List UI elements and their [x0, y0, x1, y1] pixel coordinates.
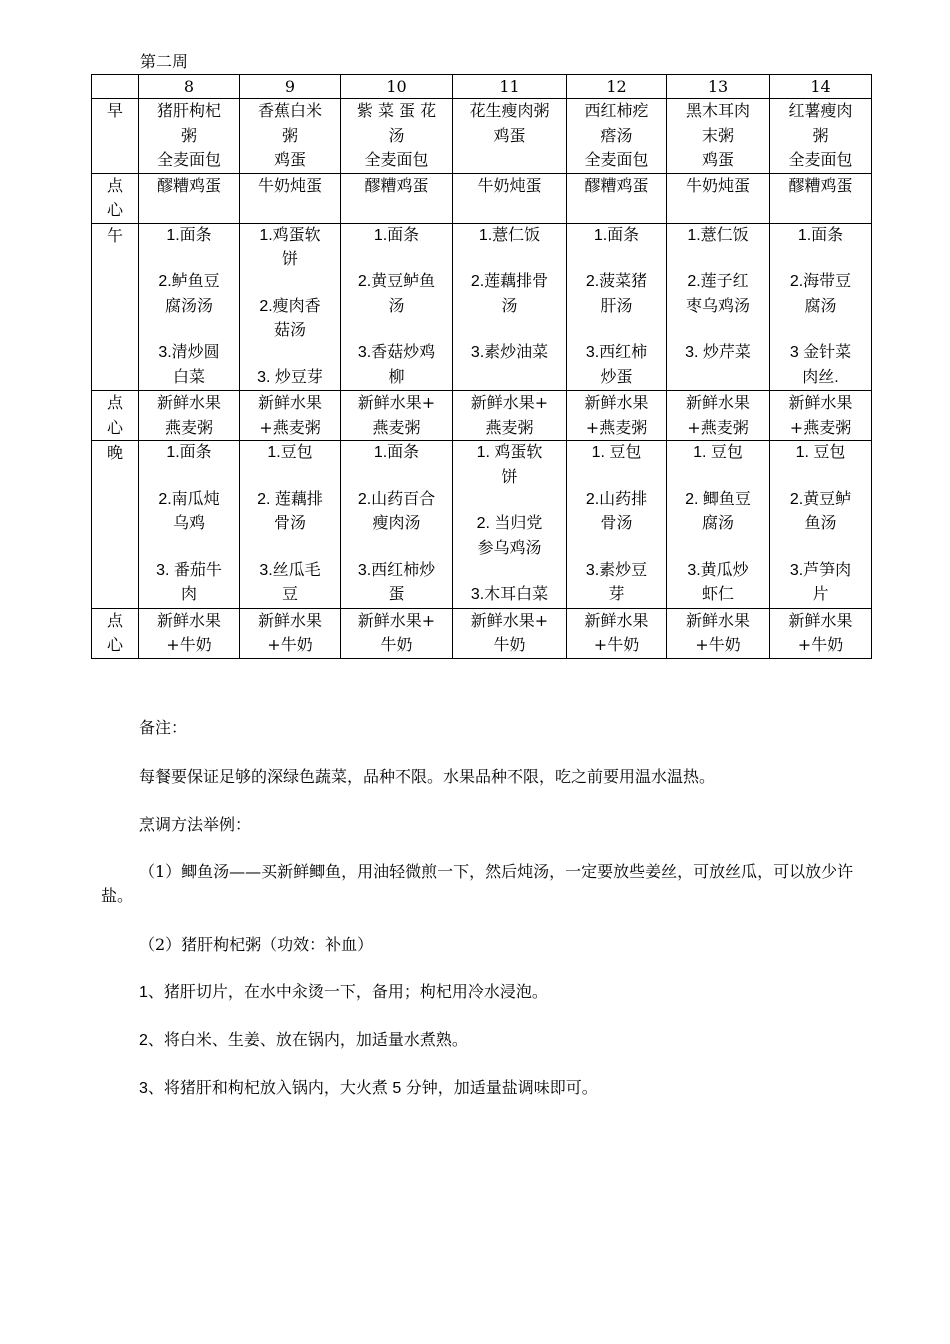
- dish-line: 1.面条: [797, 226, 844, 244]
- menu-cell-snack1-day-13: 牛奶炖蛋: [667, 173, 770, 223]
- menu-cell-dinner-day-11: [453, 441, 567, 609]
- meal-label-line: 心: [106, 417, 123, 437]
- notes-paragraph-3: （1）鲫鱼汤——买新鲜鲫鱼，用油轻微煎一下，然后炖汤，一定要放些姜丝，可放丝瓜，可以放少许盐。: [101, 862, 854, 905]
- notes-paragraph-2: 烹调方法举例：: [139, 815, 252, 834]
- menu-cell-breakfast-day-12: [567, 99, 667, 174]
- dish-line: 1. 豆包: [795, 444, 846, 461]
- dish-line: 1.面条: [166, 444, 212, 461]
- cell-line: 新鲜水果: [257, 393, 322, 412]
- cell-line: 新鲜水果: [257, 610, 322, 630]
- dish-line: 腐汤: [701, 515, 734, 532]
- row-snack3: [92, 608, 872, 658]
- cell-line: 新鲜水果: [788, 393, 853, 412]
- dish-gap: [670, 537, 766, 559]
- cell-line: 鸡蛋: [701, 150, 734, 169]
- row-lunch: [92, 223, 872, 391]
- dish-line: 3.素炒豆: [585, 561, 648, 579]
- dish-line: 2.黄豆鲈: [789, 490, 852, 508]
- dish-line: 1.面条: [593, 226, 640, 244]
- menu-cell-breakfast-day-10: [341, 99, 453, 174]
- menu-cell-snack2-day-9: [240, 391, 341, 441]
- meal-label-breakfast: [92, 99, 139, 174]
- header-row: [92, 75, 872, 99]
- cell-line: +燕麦粥: [259, 417, 321, 437]
- dish-line: 1.面条: [373, 226, 420, 244]
- day-header-13: 13: [667, 75, 770, 99]
- dish-gap: [773, 248, 868, 270]
- meal-label-line: 心: [106, 200, 123, 219]
- meal-label-snack3: [92, 608, 139, 658]
- menu-cell-snack1-day-9: 牛奶炖蛋: [240, 173, 341, 223]
- dish-line: 1. 豆包: [591, 444, 642, 461]
- cell-line: 鸡蛋: [493, 125, 526, 145]
- menu-cell-breakfast-day-13: [667, 99, 770, 174]
- meal-label-snack2: [92, 391, 139, 441]
- dish-line: 瘦肉汤: [372, 515, 421, 532]
- notes-paragraph-7: 3、将猪肝和枸杞放入锅内，大火煮 5 分钟，加适量盐调味即可。: [139, 1080, 598, 1097]
- dish-line: 3.清炒圆: [158, 344, 220, 361]
- cell-line: 香蕉白米: [257, 101, 322, 120]
- menu-cell-snack2-day-12: [567, 391, 667, 441]
- dish-line: 1. 鸡蛋软: [476, 444, 543, 461]
- cell-line: 全麦面包: [364, 150, 429, 169]
- meal-label-dinner: [92, 441, 139, 609]
- dish-line: 豆: [281, 586, 298, 603]
- day-header-12: 12: [567, 75, 667, 99]
- menu-cell-snack1-day-12: 醪糟鸡蛋: [567, 173, 667, 223]
- meal-label-line: 点: [106, 610, 123, 630]
- dish-gap: [142, 248, 236, 270]
- dish-gap: [773, 319, 868, 341]
- dish-line: 1.豆包: [267, 444, 313, 461]
- cell-line: 全麦面包: [788, 150, 853, 169]
- dish-line: 2.海带豆: [789, 273, 852, 290]
- menu-cell-snack3-day-13: [667, 608, 770, 658]
- dish-line: 1.薏仁饭: [687, 226, 749, 244]
- menu-cell-breakfast-day-8: [139, 99, 240, 174]
- cell-line: +燕麦粥: [687, 417, 749, 437]
- menu-cell-dinner-day-13: [667, 441, 770, 609]
- dish-line: 1.鸡蛋软: [259, 226, 321, 244]
- cell-line: 全麦面包: [584, 150, 649, 169]
- day-header-8: 8: [139, 75, 240, 99]
- dish-line: 3.丝瓜毛: [259, 561, 321, 579]
- dish-line: 3. 番茄牛: [156, 561, 222, 579]
- dish-line: 3 金针菜: [789, 344, 852, 361]
- menu-cell-snack2-day-14: [770, 391, 872, 441]
- dish-line: 3.素炒油菜: [470, 344, 549, 361]
- menu-cell-snack1-day-8: 醪糟鸡蛋: [139, 173, 240, 223]
- cell-line: 新鲜水果: [788, 610, 853, 630]
- cell-line: +燕麦粥: [585, 417, 648, 437]
- dish-line: 1.面条: [373, 444, 420, 461]
- menu-cell-lunch-day-14: [770, 223, 872, 391]
- cell-line: 末粥: [701, 125, 734, 145]
- cell-line: +牛奶: [166, 635, 212, 654]
- dish-gap: [773, 537, 868, 559]
- menu-cell-snack1-day-14: 醪糟鸡蛋: [770, 173, 872, 223]
- cell-line: 新鲜水果: [584, 393, 649, 412]
- cell-line: 全麦面包: [156, 150, 221, 169]
- dish-line: 菇汤: [273, 322, 306, 339]
- dish-line: 2.山药排: [585, 490, 648, 508]
- cell-line: 紫 菜 蛋 花: [356, 101, 437, 120]
- dish-line: 3.香菇炒鸡: [357, 344, 436, 361]
- row-breakfast: [92, 99, 872, 174]
- meal-label-line: 点: [106, 393, 123, 412]
- meal-label-line: 晚: [106, 443, 123, 462]
- cell-line: 燕麦粥: [164, 417, 213, 437]
- dish-gap: [456, 248, 563, 270]
- meal-label-line: 午: [106, 225, 123, 245]
- dish-gap: [456, 319, 563, 341]
- cell-line: 猪肝枸杞: [156, 101, 221, 120]
- dish-line: 2.莲子红: [687, 273, 749, 290]
- cell-line: +牛奶: [267, 635, 313, 654]
- cell-line: 牛奶: [380, 635, 413, 654]
- cell-line: 燕麦粥: [372, 417, 421, 437]
- cell-line: +牛奶: [797, 635, 844, 654]
- dish-gap: [456, 490, 563, 512]
- dish-gap: [670, 466, 766, 488]
- cell-line: 花生瘦肉粥: [469, 101, 550, 120]
- cell-line: 新鲜水果+: [470, 610, 549, 630]
- notes-label: 备注：: [139, 718, 188, 737]
- menu-cell-snack2-day-11: [453, 391, 567, 441]
- menu-cell-breakfast-day-11: [453, 99, 567, 174]
- dish-line: 2. 鲫鱼豆: [685, 490, 751, 508]
- dish-line: 蛋: [388, 586, 405, 603]
- cell-line: 西红柿疙: [584, 101, 649, 120]
- dish-line: 虾仁: [701, 586, 734, 603]
- dish-gap: [344, 537, 449, 559]
- dish-line: 乌鸡: [172, 515, 205, 532]
- menu-cell-dinner-day-14: [770, 441, 872, 609]
- cell-line: 新鲜水果+: [470, 393, 549, 412]
- dish-line: 柳: [388, 368, 405, 386]
- notes-paragraph-5: 1、猪肝切片，在水中汆烫一下，备用；枸杞用冷水浸泡。: [139, 984, 548, 1001]
- meal-label-line: 点: [106, 175, 123, 195]
- dish-line: 腐汤汤: [164, 297, 213, 315]
- menu-cell-lunch-day-10: [341, 223, 453, 391]
- dish-line: 汤: [388, 297, 405, 315]
- notes-paragraph-4: （2）猪肝枸杞粥（功效：补血）: [139, 935, 374, 954]
- dish-line: 2.南瓜炖: [158, 490, 220, 508]
- dish-gap: [670, 248, 766, 270]
- week-title: 第二周: [140, 52, 189, 71]
- meal-label-snack1: [92, 173, 139, 223]
- dish-gap: [670, 319, 766, 341]
- menu-cell-lunch-day-13: [667, 223, 770, 391]
- dish-line: 汤: [501, 297, 518, 315]
- menu-cell-snack1-day-10: 醪糟鸡蛋: [341, 173, 453, 223]
- menu-cell-snack1-day-11: 牛奶炖蛋: [453, 173, 567, 223]
- menu-cell-lunch-day-11: [453, 223, 567, 391]
- dish-line: 3.西红柿: [585, 344, 648, 361]
- cell-line: 新鲜水果+: [357, 393, 436, 412]
- menu-cell-dinner-day-10: [341, 441, 453, 609]
- meal-plan-table: [91, 74, 872, 659]
- dish-line: 肉: [180, 586, 197, 603]
- meal-label-lunch: [92, 223, 139, 391]
- dish-gap: [142, 319, 236, 341]
- menu-cell-snack2-day-13: [667, 391, 770, 441]
- menu-cell-lunch-day-9: [240, 223, 341, 391]
- cell-line: 汤: [388, 125, 405, 145]
- menu-cell-snack3-day-14: [770, 608, 872, 658]
- dish-line: 芽: [608, 586, 625, 603]
- day-header-9: 9: [240, 75, 341, 99]
- dish-line: 鱼汤: [804, 515, 837, 532]
- cell-line: 红薯瘦肉: [788, 101, 853, 120]
- menu-cell-snack3-day-12: [567, 608, 667, 658]
- dish-line: 骨汤: [273, 515, 306, 532]
- menu-cell-snack3-day-8: [139, 608, 240, 658]
- dish-line: 1.薏仁饭: [478, 226, 541, 244]
- dish-gap: [570, 466, 663, 488]
- dish-line: 2.莲藕排骨: [470, 273, 549, 290]
- cell-line: +燕麦粥: [789, 417, 852, 437]
- cell-line: 瘩汤: [600, 125, 633, 145]
- dish-line: 2. 当归党: [476, 515, 543, 532]
- dish-line: 3.黄瓜炒: [687, 561, 749, 579]
- dish-line: 3.芦笋肉: [789, 561, 852, 579]
- dish-line: 2.黄豆鲈鱼: [357, 273, 436, 290]
- menu-cell-snack2-day-8: [139, 391, 240, 441]
- dish-line: 饼: [281, 251, 298, 268]
- dish-gap: [243, 537, 337, 559]
- cell-line: 新鲜水果+: [357, 610, 436, 630]
- dish-gap: [773, 466, 868, 488]
- menu-cell-lunch-day-8: [139, 223, 240, 391]
- dish-gap: [142, 537, 236, 559]
- cell-line: 粥: [180, 125, 197, 145]
- dish-line: 2.瘦肉香: [259, 297, 321, 315]
- menu-cell-breakfast-day-9: [240, 99, 341, 174]
- cell-line: 新鲜水果: [685, 393, 750, 412]
- dish-gap: [243, 273, 337, 295]
- dish-line: 炒蛋: [600, 368, 633, 386]
- dish-gap: [243, 466, 337, 488]
- dish-gap: [243, 344, 337, 366]
- cell-line: 牛奶: [493, 635, 526, 654]
- cell-line: 黑木耳肉: [685, 101, 750, 120]
- cell-line: 新鲜水果: [156, 393, 221, 412]
- menu-cell-dinner-day-9: [240, 441, 341, 609]
- menu-cell-breakfast-day-14: [770, 99, 872, 174]
- menu-cell-dinner-day-12: [567, 441, 667, 609]
- day-header-14: 14: [770, 75, 872, 99]
- corner-cell: [92, 75, 139, 99]
- cell-line: 粥: [281, 125, 298, 145]
- dish-line: 3. 炒豆芽: [257, 368, 323, 386]
- row-snack1: [92, 173, 872, 223]
- dish-line: 1.面条: [166, 226, 212, 244]
- dish-line: 2.鲈鱼豆: [158, 273, 220, 290]
- dish-line: 腐汤: [804, 297, 837, 315]
- cell-line: +牛奶: [593, 635, 640, 654]
- dish-line: 肝汤: [600, 297, 633, 315]
- dish-line: 3.西红柿炒: [357, 561, 436, 579]
- dish-gap: [456, 561, 563, 583]
- dish-line: 2. 莲藕排: [257, 490, 323, 508]
- dish-gap: [344, 319, 449, 341]
- dish-line: 1. 豆包: [693, 444, 743, 461]
- day-header-10: 10: [341, 75, 453, 99]
- dish-line: 3.木耳白菜: [470, 586, 549, 603]
- meal-label-line: 早: [106, 101, 123, 120]
- menu-cell-lunch-day-12: [567, 223, 667, 391]
- dish-line: 3. 炒芹菜: [685, 344, 751, 361]
- dish-line: 骨汤: [600, 515, 633, 532]
- cell-line: 鸡蛋: [273, 150, 306, 169]
- dish-line: 参乌鸡汤: [477, 539, 542, 557]
- notes-paragraph-6: 2、将白米、生姜、放在锅内，加适量水煮熟。: [139, 1032, 468, 1049]
- dish-gap: [570, 248, 663, 270]
- notes-paragraph-1: 每餐要保证足够的深绿色蔬菜，品种不限。水果品种不限，吃之前要用温水温热。: [139, 767, 716, 786]
- notes-section: [101, 716, 871, 1101]
- cell-line: 新鲜水果: [156, 610, 221, 630]
- menu-cell-snack3-day-11: [453, 608, 567, 658]
- dish-gap: [344, 466, 449, 488]
- cell-line: +牛奶: [695, 635, 741, 654]
- menu-cell-dinner-day-8: [139, 441, 240, 609]
- menu-cell-snack2-day-10: [341, 391, 453, 441]
- dish-line: 2.菠菜猪: [585, 273, 648, 290]
- dish-line: 片: [812, 586, 829, 603]
- dish-line: 枣乌鸡汤: [685, 297, 750, 315]
- cell-line: 粥: [812, 125, 829, 145]
- menu-cell-snack3-day-10: [341, 608, 453, 658]
- dish-gap: [570, 319, 663, 341]
- dish-gap: [344, 248, 449, 270]
- dish-line: 肉丝.: [802, 368, 839, 386]
- meal-label-line: 心: [106, 635, 123, 654]
- cell-line: 新鲜水果: [584, 610, 649, 630]
- cell-line: 燕麦粥: [485, 417, 534, 437]
- row-snack2: [92, 391, 872, 441]
- cell-line: 新鲜水果: [685, 610, 750, 630]
- dish-line: 白菜: [172, 368, 205, 386]
- dish-gap: [570, 537, 663, 559]
- dish-gap: [142, 466, 236, 488]
- dish-line: 饼: [501, 468, 518, 486]
- menu-cell-snack3-day-9: [240, 608, 341, 658]
- day-header-11: 11: [453, 75, 567, 99]
- row-dinner: [92, 441, 872, 609]
- dish-line: 2.山药百合: [357, 490, 436, 508]
